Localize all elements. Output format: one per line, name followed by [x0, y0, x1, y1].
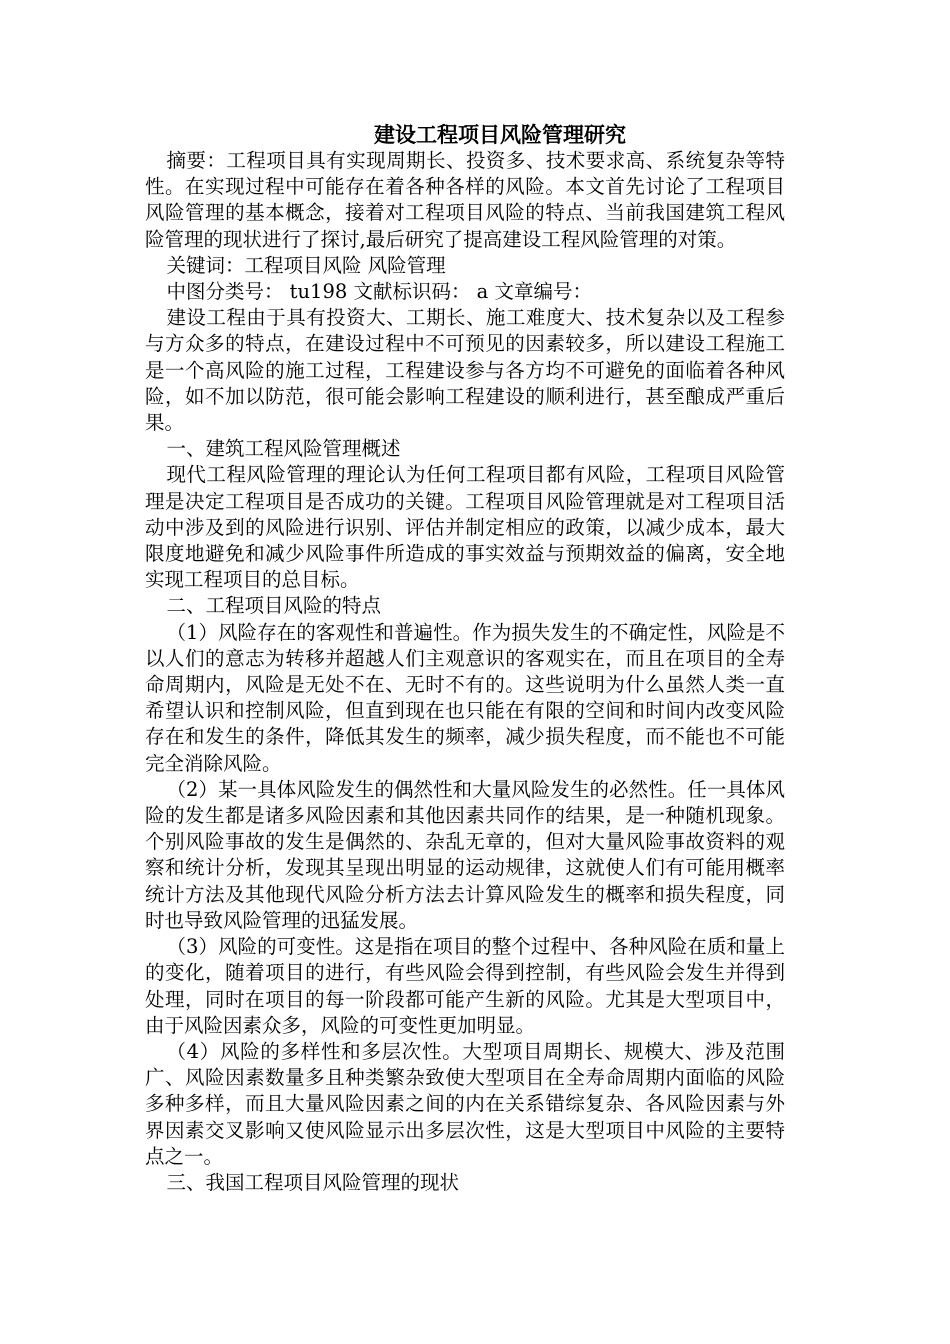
point-3-paragraph: （3）风险的可变性。这是指在项目的整个过程中、各种风险在质和量上的变化，随着项目的进行，有些风险会得到控制，有些风险会发生并得到处理，同时在项目的每一阶段都可能产生新的风险。尤其是大型项目中，由于风险因素众多，风险的可变性更加明显。 — [145, 935, 785, 1037]
document-title: 建设工程项目风险管理研究 — [374, 122, 626, 147]
section-heading-1: 一、建筑工程风险管理概述 — [166, 437, 401, 461]
section-heading-2: 二、工程项目风险的特点 — [166, 594, 381, 618]
point-1-paragraph: （1）风险存在的客观性和普遍性。作为损失发生的不确定性，风险是不以人们的意志为转移并超越人们主观意识的客观实在，而且在项目的全寿命周期内，风险是无处不在、无时不有的。这些说明为什么虽然人类一直希望认识和控制风险，但直到现在也只能在有限的空间和时间内改变风险存在和发生的条件，降低其发生的频率，减少损失程度，而不能也不可能完全消除风险。 — [145, 620, 785, 775]
keywords-line: 关键词：工程项目风险 风险管理 — [166, 253, 446, 277]
classification-line: 中图分类号： tu198 文献标识码： a 文章编号： — [166, 280, 592, 304]
section-1-paragraph: 现代工程风险管理的理论认为任何工程项目都有风险，工程项目风险管理是决定工程项目是否成功的关键。工程项目风险管理就是对工程项目活动中涉及到的风险进行识别、评估并制定相应的政策，以减少成本，最大限度地避免和减少风险事件所造成的事实效益与预期效益的偏离，安全地实现工程项目的总目标。 — [145, 463, 785, 592]
intro-paragraph: 建设工程由于具有投资大、工期长、施工难度大、技术复杂以及工程参与方众多的特点，在建设过程中不可预见的因素较多，所以建设工程施工是一个高风险的施工过程，工程建设参与各方均不可避免的面临着各种风险，如不加以防范，很可能会影响工程建设的顺利进行，甚至酿成严重后果。 — [145, 306, 785, 435]
point-4-paragraph: （4）风险的多样性和多层次性。大型项目周期长、规模大、涉及范围广、风险因素数量多且种类繁杂致使大型项目在全寿命周期内面临的风险多种多样，而且大量风险因素之间的内在关系错综复杂、各风险因素与外界因素交叉影响又使风险显示出多层次性，这是大型项目中风险的主要特点之一。 — [145, 1039, 785, 1168]
document-page — [145, 121, 785, 1196]
section-heading-3: 三、我国工程项目风险管理的现状 — [166, 1170, 459, 1194]
abstract-paragraph: 摘要：工程项目具有实现周期长、投资多、技术要求高、系统复杂等特性。在实现过程中可能存在着各种各样的风险。本文首先讨论了工程项目风险管理的基本概念，接着对工程项目风险的特点、当前我国建筑工程风险管理的现状进行了探讨,最后研究了提高建设工程风险管理的对策。 — [145, 149, 785, 251]
point-2-paragraph: （2）某一具体风险发生的偶然性和大量风险发生的必然性。任一具体风险的发生都是诸多风险因素和其他因素共同作的结果，是一种随机现象。个别风险事故的发生是偶然的、杂乱无章的，但对大量风险事故资料的观察和统计分析，发现其呈现出明显的运动规律，这就使人们有可能用概率统计方法及其他现代风险分析方法去计算风险发生的概率和损失程度，同时也导致风险管理的迅猛发展。 — [145, 777, 785, 932]
